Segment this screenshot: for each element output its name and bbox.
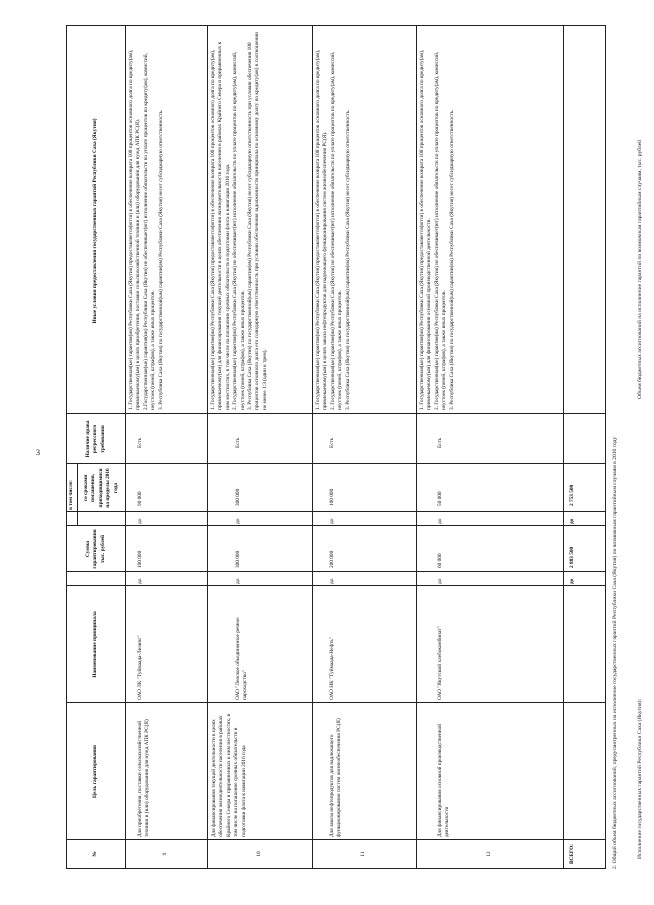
guarantees-table	[66, 25, 606, 869]
row-12-regress: Есть	[437, 437, 443, 448]
footer-col-left: Исполнение государственных гарантий Республики Саха (Якутия):	[637, 698, 643, 859]
total-amount: 2 883 500	[569, 546, 575, 568]
header-purpose: Цель гарантирования	[92, 745, 99, 798]
row-9-purpose: Для приобретения, поставки сельскохозяйственной техники и (или) оборудования для нужд АПК РС(Я)	[137, 719, 151, 837]
row-9-incl: 90 000	[137, 491, 143, 506]
condition-item: 2.Государственная(ые) гарантия(ии) Республики Саха (Якутия) не обеспечивает(ют) исполнение обязательств по уплате процентов по кредиту(ам), комиссий, неустоек (пеней, штрафов), а также иных процентов.	[142, 53, 157, 410]
total-to-amount: до	[569, 578, 575, 584]
header-regress: Наличие права регрессного требования	[84, 420, 106, 458]
header-num: №	[92, 851, 99, 857]
condition-item: 3. Республика Саха (Якутия) по государственной(ым) гарантии(ям) Республики Саха (Якутия) несет субсидиарную ответственность.	[448, 109, 455, 410]
row-12-amount: 60 000	[437, 553, 443, 568]
condition-item: 1. Государственная(ые) гарантия(ии) Республики Саха (Якутия) предоставляется(ются) в обеспечение возврата 100 процентов основного долга по кредиту(ам), привлекаемому(ым) для финансирования основной производственной деятельности.	[419, 49, 433, 410]
row-10-purpose: Для финансирования текущей деятельности в целях обеспечения жизнедеятельности населения в районах Крайнего Севера и приравненных к ним местностях, в том числе на погашение срочных обязательств и подготовки флота к навигации 2016 года	[211, 713, 247, 837]
header-incl-value: со сроками погашения, приходящимися на пределы 2016 года	[82, 468, 119, 508]
row-11-purpose: Для завоза нефтепродуктов для надлежащего функционирования систем жизнеобеспечения РС(Я)	[329, 718, 343, 837]
header-conditions: Иные условия предоставления государственных гарантий Республики Саха (Якутия)	[92, 118, 99, 324]
total-label: ВСЕГО:	[569, 843, 575, 864]
row-9-num: 9	[162, 852, 169, 856]
row-12-conditions	[419, 32, 456, 410]
condition-item: 1. Государственная(ые) гарантия(ии) Республики Саха (Якутия) предоставляется(ются) в обеспечение возврата 100 процентов основного долга по кредиту(ам), привлекаемому(ым) для финансирования текущей деятельности в целях обеспечения жизнедеятельности населения в районах Крайнего Севера и приравненных к ним местностях, в том числе на погашение срочных обязательств и подготовки флота к навигации 2016 года.	[210, 41, 231, 410]
condition-item: 3. Республика Саха (Якутия) по государственной(ым) гарантии(ям) Республики Саха (Якутия) несет субсидиарную ответственность при условии обеспечения 100 процентов основного долга его солидарную ответственность при условии обеспечения задолженности принципала по основному долгу по кредиту(ам) в соотношении не менее 1:3 (один к трем).	[247, 31, 268, 410]
row-10-to-incl: до	[235, 518, 241, 524]
condition-item: 1. Государственная(ые) гарантия(ии) Республики Саха (Якутия) предоставляется(ются) в обеспечение возврата 100 процентов основного долга по кредиту(ам), привлекаемому(ым) в целях приобретения, поставки сельскохозяйственной техники и (или) оборудования для нужд АПК РС(Я).	[128, 49, 142, 410]
total-to-incl: до	[569, 518, 575, 524]
row-11-incl: 100 000	[329, 488, 335, 506]
total-incl: 2 753 500	[569, 484, 575, 506]
row-10-incl: 300 000	[235, 488, 241, 506]
row-12-num: 12	[485, 851, 492, 857]
row-12-purpose: Для финансирования основной производственной деятельности	[437, 723, 451, 837]
header-incl-caption: в том числе:	[68, 480, 75, 510]
rotated-page	[66, 27, 654, 869]
row-11-principal: ОАО НК "Туймаада-Нефть"	[329, 637, 335, 700]
page-number: 3	[36, 448, 40, 457]
row-9-regress: Есть	[137, 437, 143, 448]
row-9-to-amount: до	[137, 578, 143, 584]
condition-item: 3. Республика Саха (Якутия) по государственной(ым) гарантии(ям) Республики Саха (Якутия) несет субсидиарную ответственность.	[157, 109, 164, 410]
condition-item: 1. Государственная(ые) гарантия(ии) Республики Саха (Якутия) предоставляется(ются) в обеспечение возврата 100 процентов основного долга по кредиту(ам), привлекаемому(ым) в целях завоза нефтепродуктов для надлежащего функционирования систем жизнеобеспечения РС(Я).	[315, 49, 329, 410]
row-11-conditions	[315, 32, 352, 410]
header-principal: Наименование принципала	[92, 611, 99, 678]
row-10-regress: Есть	[235, 437, 241, 448]
row-10-amount: 300 000	[235, 550, 241, 568]
row-10-to-amount: до	[235, 578, 241, 584]
header-amount: Сумма гарантирования тыс. рублей	[84, 529, 106, 569]
condition-item: 2. Государственная(ые) гарантия(ии) Республики Саха (Якутия) не обеспечивает(ют) исполнение обязательств по уплате процентов по кредиту(ам), комиссий, неустоек (пеней, штрафов), а также иных процентов.	[329, 51, 344, 410]
condition-item: 2. Государственная(ые) гарантия(ии) Республики Саха (Якутия) не обеспечивает(ют) исполнение обязательств по уплате процентов по кредиту(ам), комиссий, неустоек (пеней, штрафов), а также иных процентов.	[433, 51, 448, 410]
condition-item: 2. Государственная(ые) гарантия(ии) Республики Саха (Якутия) не обеспечивает(ют) исполнение обязательств по уплате процентов по кредиту(ам), комиссий, неустоек (пеней, штрафов), а также иных процентов.	[232, 51, 246, 410]
footer-col-right: Объем бюджетных ассигнований на исполнение гарантий по возможным гарантийным случаям, тыс. рублей	[637, 139, 643, 399]
row-9-to-incl: до	[137, 518, 143, 524]
row-12-principal: ОАО "Якутский хлебокомбинат"	[437, 626, 443, 700]
row-11-to-amount: до	[329, 578, 335, 584]
row-10-num: 10	[255, 851, 262, 857]
row-11-regress: Есть	[329, 437, 335, 448]
row-11-amount: 200 000	[329, 550, 335, 568]
condition-item: 3. Республика Саха (Якутия) по государственной(ым) гарантии(ям) Республики Саха (Якутия) несет субсидиарную ответственность.	[344, 109, 351, 410]
row-12-to-amount: до	[437, 578, 443, 584]
row-9-principal: ОАО ЛК "Туймаада-Лизинг"	[137, 635, 143, 700]
row-12-incl: 50 000	[437, 491, 443, 506]
row-12-to-incl: до	[437, 518, 443, 524]
row-10-principal: ОАО "Ленское объединенное речное пароходство"	[235, 617, 249, 700]
row-10-conditions	[210, 32, 269, 410]
row-11-to-incl: до	[329, 518, 335, 524]
row-9-conditions	[128, 32, 165, 410]
row-9-amount: 100 000	[137, 550, 143, 568]
row-11-num: 11	[360, 851, 367, 857]
section-2-title: 2. Общий объем бюджетных ассигнований, предусмотренных на исполнение государственных гарантий Республики Саха (Якутия) по возможным гарантийным случаям в 2016 году	[612, 436, 618, 869]
